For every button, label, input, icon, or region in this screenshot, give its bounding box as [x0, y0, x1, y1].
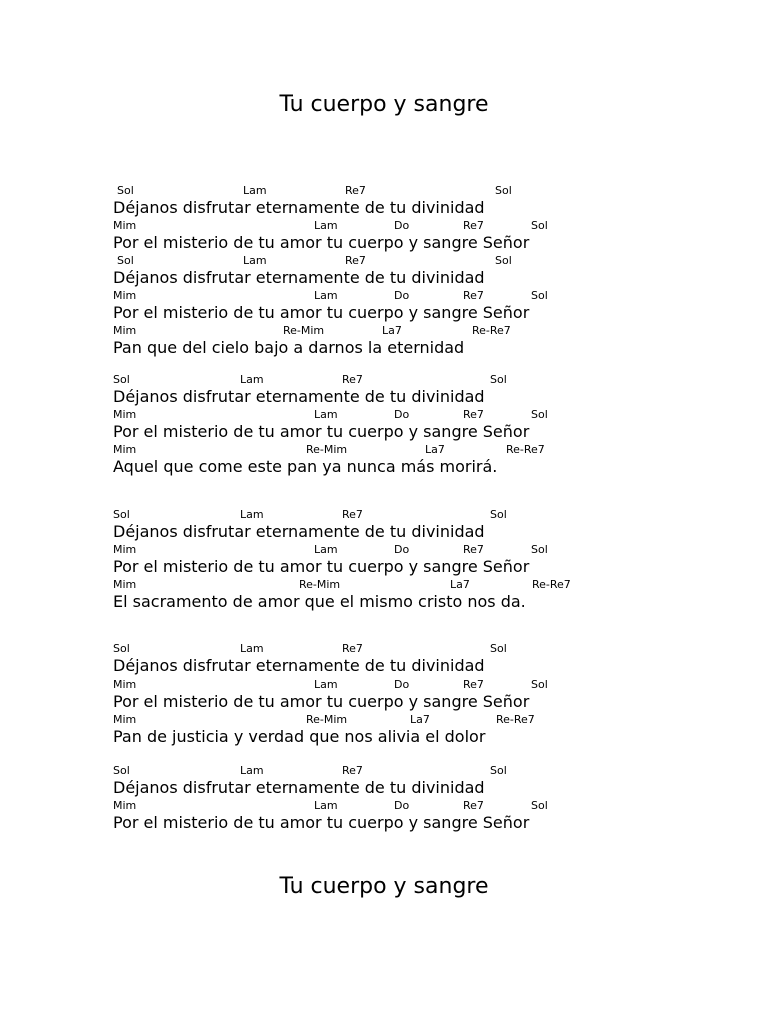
chord-label: Lam	[240, 764, 264, 777]
lyric-line: Pan de justicia y verdad que nos alivia el dolor	[113, 727, 486, 746]
chord-label: Re-Mim	[299, 578, 341, 591]
chord-label: Lam	[314, 678, 338, 691]
chord-label: Lam	[240, 373, 264, 386]
chord-label: Sol	[113, 508, 130, 521]
chord-label: Sol	[531, 408, 548, 421]
lyric-line: Déjanos disfrutar eternamente de tu divinidad	[113, 778, 485, 797]
song-title: Tu cuerpo y sangre	[279, 92, 489, 117]
chord-line	[113, 254, 713, 268]
lyric-line: Aquel que come este pan ya nunca más morirá.	[113, 457, 498, 476]
chord-label: Sol	[117, 254, 134, 267]
chord-label: Lam	[314, 543, 338, 556]
chord-label: Sol	[490, 642, 507, 655]
chord-label: Mim	[113, 443, 137, 456]
chord-label: La7	[425, 443, 445, 456]
chord-label: Re7	[463, 219, 484, 232]
chord-label: Do	[394, 408, 410, 421]
chord-label: Mim	[113, 678, 137, 691]
chord-label: Re7	[345, 254, 366, 267]
chord-label: Re7	[463, 289, 484, 302]
lyric-line: Déjanos disfrutar eternamente de tu divinidad	[113, 656, 485, 675]
chord-line	[113, 764, 713, 778]
chord-line	[113, 543, 713, 557]
chord-label: Sol	[531, 289, 548, 302]
chord-line	[113, 578, 713, 592]
chord-line	[113, 508, 713, 522]
chord-line	[113, 443, 713, 457]
chord-label: Lam	[314, 289, 338, 302]
chord-label: Lam	[243, 184, 267, 197]
chord-label: Sol	[531, 219, 548, 232]
chord-label: Mim	[113, 324, 137, 337]
chord-label: Sol	[490, 764, 507, 777]
chord-line	[113, 642, 713, 656]
lyric-line: Déjanos disfrutar eternamente de tu divinidad	[113, 198, 485, 217]
chord-label: Sol	[113, 373, 130, 386]
chord-line	[113, 373, 713, 387]
chord-label: Mim	[113, 219, 137, 232]
chord-label: Mim	[113, 578, 137, 591]
chord-label: Do	[394, 678, 410, 691]
lyric-line: Déjanos disfrutar eternamente de tu divinidad	[113, 522, 485, 541]
chord-label: Re7	[342, 508, 363, 521]
chord-label: Mim	[113, 713, 137, 726]
chord-label: Do	[394, 219, 410, 232]
lyric-line: Por el misterio de tu amor tu cuerpo y sangre Señor	[113, 557, 530, 576]
lyric-line: Por el misterio de tu amor tu cuerpo y sangre Señor	[113, 422, 530, 441]
chord-label: Re-Re7	[532, 578, 571, 591]
chord-label: Re7	[345, 184, 366, 197]
chord-label: Sol	[531, 678, 548, 691]
chord-label: Lam	[314, 799, 338, 812]
chord-label: Lam	[240, 508, 264, 521]
chord-label: Mim	[113, 289, 137, 302]
chord-label: Mim	[113, 408, 137, 421]
chord-label: Sol	[531, 543, 548, 556]
chord-label: Lam	[314, 408, 338, 421]
chord-label: Re-Re7	[506, 443, 545, 456]
chord-label: La7	[382, 324, 402, 337]
lyric-line: Por el misterio de tu amor tu cuerpo y sangre Señor	[113, 692, 530, 711]
chord-label: Re7	[463, 799, 484, 812]
chord-label: Do	[394, 799, 410, 812]
lyric-line: El sacramento de amor que el mismo cristo nos da.	[113, 592, 526, 611]
lyric-line: Déjanos disfrutar eternamente de tu divinidad	[113, 387, 485, 406]
chord-label: Do	[394, 543, 410, 556]
song-sheet	[113, 0, 713, 1024]
chord-line	[113, 289, 713, 303]
chord-label: Sol	[117, 184, 134, 197]
song-title-footer: Tu cuerpo y sangre	[279, 874, 489, 899]
chord-label: Re7	[463, 543, 484, 556]
lyric-line: Por el misterio de tu amor tu cuerpo y sangre Señor	[113, 813, 530, 832]
chord-label: Lam	[314, 219, 338, 232]
chord-label: Re7	[342, 764, 363, 777]
chord-label: Sol	[531, 799, 548, 812]
chord-label: Sol	[490, 508, 507, 521]
chord-label: Re7	[463, 408, 484, 421]
chord-line	[113, 184, 713, 198]
lyric-line: Por el misterio de tu amor tu cuerpo y sangre Señor	[113, 233, 530, 252]
lyric-line: Pan que del cielo bajo a darnos la eternidad	[113, 338, 465, 357]
chord-label: Sol	[113, 642, 130, 655]
chord-line	[113, 324, 713, 338]
chord-label: Sol	[113, 764, 130, 777]
chord-label: Lam	[243, 254, 267, 267]
lyric-line: Por el misterio de tu amor tu cuerpo y sangre Señor	[113, 303, 530, 322]
chord-label: Sol	[495, 254, 512, 267]
chord-label: Mim	[113, 543, 137, 556]
chord-label: Re-Re7	[472, 324, 511, 337]
chord-label: Re7	[463, 678, 484, 691]
chord-line	[113, 713, 713, 727]
chord-label: Lam	[240, 642, 264, 655]
chord-label: Re-Mim	[306, 713, 348, 726]
chord-label: Do	[394, 289, 410, 302]
chord-line	[113, 678, 713, 692]
chord-line	[113, 219, 713, 233]
chord-label: La7	[450, 578, 470, 591]
chord-label: Re7	[342, 642, 363, 655]
lyric-line: Déjanos disfrutar eternamente de tu divinidad	[113, 268, 485, 287]
chord-line	[113, 408, 713, 422]
chord-label: Re-Re7	[496, 713, 535, 726]
chord-label: Sol	[490, 373, 507, 386]
chord-label: Re-Mim	[306, 443, 348, 456]
chord-label: La7	[410, 713, 430, 726]
chord-line	[113, 799, 713, 813]
chord-label: Re-Mim	[283, 324, 325, 337]
chord-label: Re7	[342, 373, 363, 386]
chord-label: Mim	[113, 799, 137, 812]
chord-label: Sol	[495, 184, 512, 197]
